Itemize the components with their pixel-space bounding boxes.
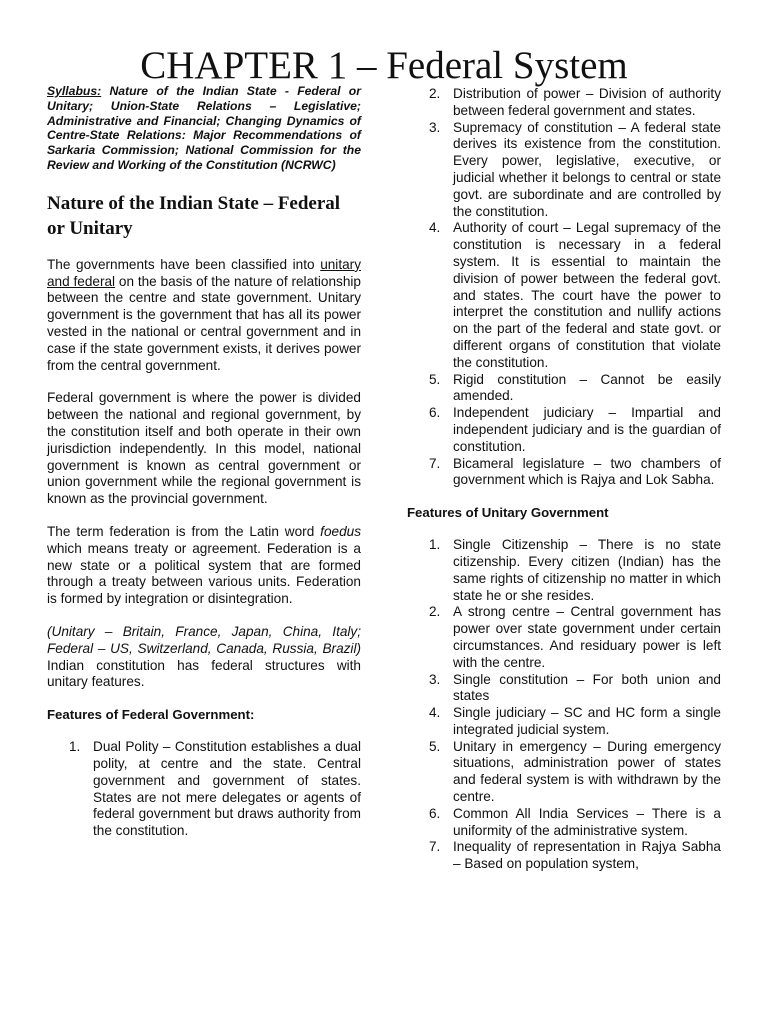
list-item-text: Distribution of power – Division of authority between federal government and states. (453, 86, 721, 118)
list-item-number: 5. (429, 738, 441, 754)
list-item-number: 2. (429, 604, 441, 620)
list-item-text: Rigid constitution – Cannot be easily amended. (453, 371, 721, 404)
para1-underlined-term: unitary and federal (47, 256, 361, 289)
para3-italic-term: foedus (320, 523, 361, 539)
list-item (407, 405, 721, 455)
list-item (407, 806, 721, 840)
list-item-number: 2. (429, 86, 441, 101)
list-item-text: Authority of court – Legal supremacy of the constitution is necessary in a federal system. It is essential to maintain the division of power between the federal govt. and states. The court have the power to interpret the constitution and nullify actions on the part of the federal and state govt. or different organs of constitution that violate the constitution. (453, 220, 721, 370)
syllabus-text: Nature of the Indian State - Federal or Unitary; Union-State Relations – Legislative; Administrative and Financial; Changing Dynamics of Centre-State Relations: Major Recommendations of Sarkaria Commission; National Commission for the Review and Working of the Constitution (NCRWC) (47, 84, 361, 172)
para3-text-a: The term federation is from the Latin word (47, 523, 321, 539)
list-item-number: 1. (429, 537, 441, 553)
para4-italic-examples: (Unitary – Britain, France, Japan, China, Italy; Federal – US, Switzerland, Canada, Russia, Brazil) (47, 623, 361, 656)
para1-text-a: The governments have been classified into (47, 256, 321, 272)
section-heading: Nature of the Indian State – Federal or Unitary (47, 192, 341, 239)
list-item-text: Dual Polity – Constitution establishes a dual polity, at centre and the state. Central government and government of states. States are not mere delegates or agents of federal government but draws authority from the constitution. (93, 739, 361, 839)
list-item (407, 120, 721, 221)
list-item (407, 705, 721, 739)
paragraph-examples (47, 624, 361, 691)
para4-text-b: Indian constitution has federal structures with unitary features. (47, 657, 361, 690)
list-item (407, 537, 721, 604)
list-item-number: 5. (429, 371, 441, 387)
para1-text-c: on the basis of the nature of relationship between the centre and state government. Unitary government is the government that has all its power vested in the national or central government and in case if the state government exists, it derives power from the central government. (47, 273, 361, 373)
list-item-number: 6. (429, 805, 441, 821)
list-item-number: 6. (429, 405, 441, 421)
chapter-title: CHAPTER 1 – Federal System (140, 44, 628, 87)
federal-features-list-left (47, 739, 361, 840)
paragraph-term-federation (47, 524, 361, 608)
list-item (407, 456, 721, 490)
syllabus-label: Syllabus: (47, 84, 102, 98)
list-item-text: Supremacy of constitution – A federal state derives its existence from the constitution. Every power, legislative, executive, or judicial whether it belongs to central or state govt. are subordinate and are controlled by the constitution. (453, 119, 721, 219)
list-item (407, 739, 721, 806)
list-item (407, 220, 721, 371)
list-item-text: Inequality of representation in Rajya Sabha – Based on population system, (453, 839, 721, 872)
para3-text-c: which means treaty or agreement. Federation is a new state or a political system that are formed through a treaty between various units. Federation is formed by integration or disintegration. (47, 540, 361, 607)
right-column (407, 86, 721, 873)
list-item-text: Bicameral legislature – two chambers of government which is Rajya and Lok Sabha. (453, 455, 721, 488)
list-item (407, 839, 721, 873)
list-item (407, 86, 721, 120)
left-column (47, 84, 361, 840)
federal-features-heading: Features of Federal Government: (47, 707, 255, 723)
syllabus (47, 84, 361, 173)
federal-features-list-right (407, 86, 721, 489)
paragraph-unitary-federal (47, 257, 361, 375)
list-item-number: 4. (429, 705, 441, 721)
list-item-text: Unitary in emergency – During emergency situations, administration power of states and federal system is with withdrawn by the centre. (453, 738, 721, 805)
list-item-text: Single constitution – For both union and states (453, 671, 721, 704)
paragraph-federal-government: Federal government is where the power is divided between the national and regional government, by the constitution itself and both operate in their own jurisdiction independently. In this model, national government is known as central government or union government while the regional government is known as the provincial government. (47, 390, 361, 507)
list-item-number: 1. (69, 739, 81, 755)
list-item-number: 3. (429, 119, 441, 135)
list-item-text: Single Citizenship – There is no state citizenship. Every citizen (Indian) has the same rights of citizenship no matter in which state he or she resides. (453, 537, 721, 603)
list-item-text: Common All India Services – There is a uniformity of the administrative system. (453, 805, 721, 838)
list-item-text: Independent judiciary – Impartial and independent judiciary and is the guardian of constitution. (453, 405, 721, 454)
list-item-number: 7. (429, 839, 441, 855)
list-item (407, 372, 721, 406)
unitary-features-list (407, 537, 721, 873)
list-item-number: 3. (429, 671, 441, 687)
list-item (407, 604, 721, 671)
list-item-number: 7. (429, 455, 441, 471)
list-item (47, 739, 361, 840)
list-item-text: A strong centre – Central government has power over state government under certain circumstances. And residuary power is left with the centre. (453, 604, 721, 670)
list-item-number: 4. (429, 220, 441, 236)
list-item-text: Single judiciary – SC and HC form a single integrated judicial system. (453, 705, 721, 737)
list-item (407, 672, 721, 706)
unitary-features-heading: Features of Unitary Government (407, 505, 609, 521)
